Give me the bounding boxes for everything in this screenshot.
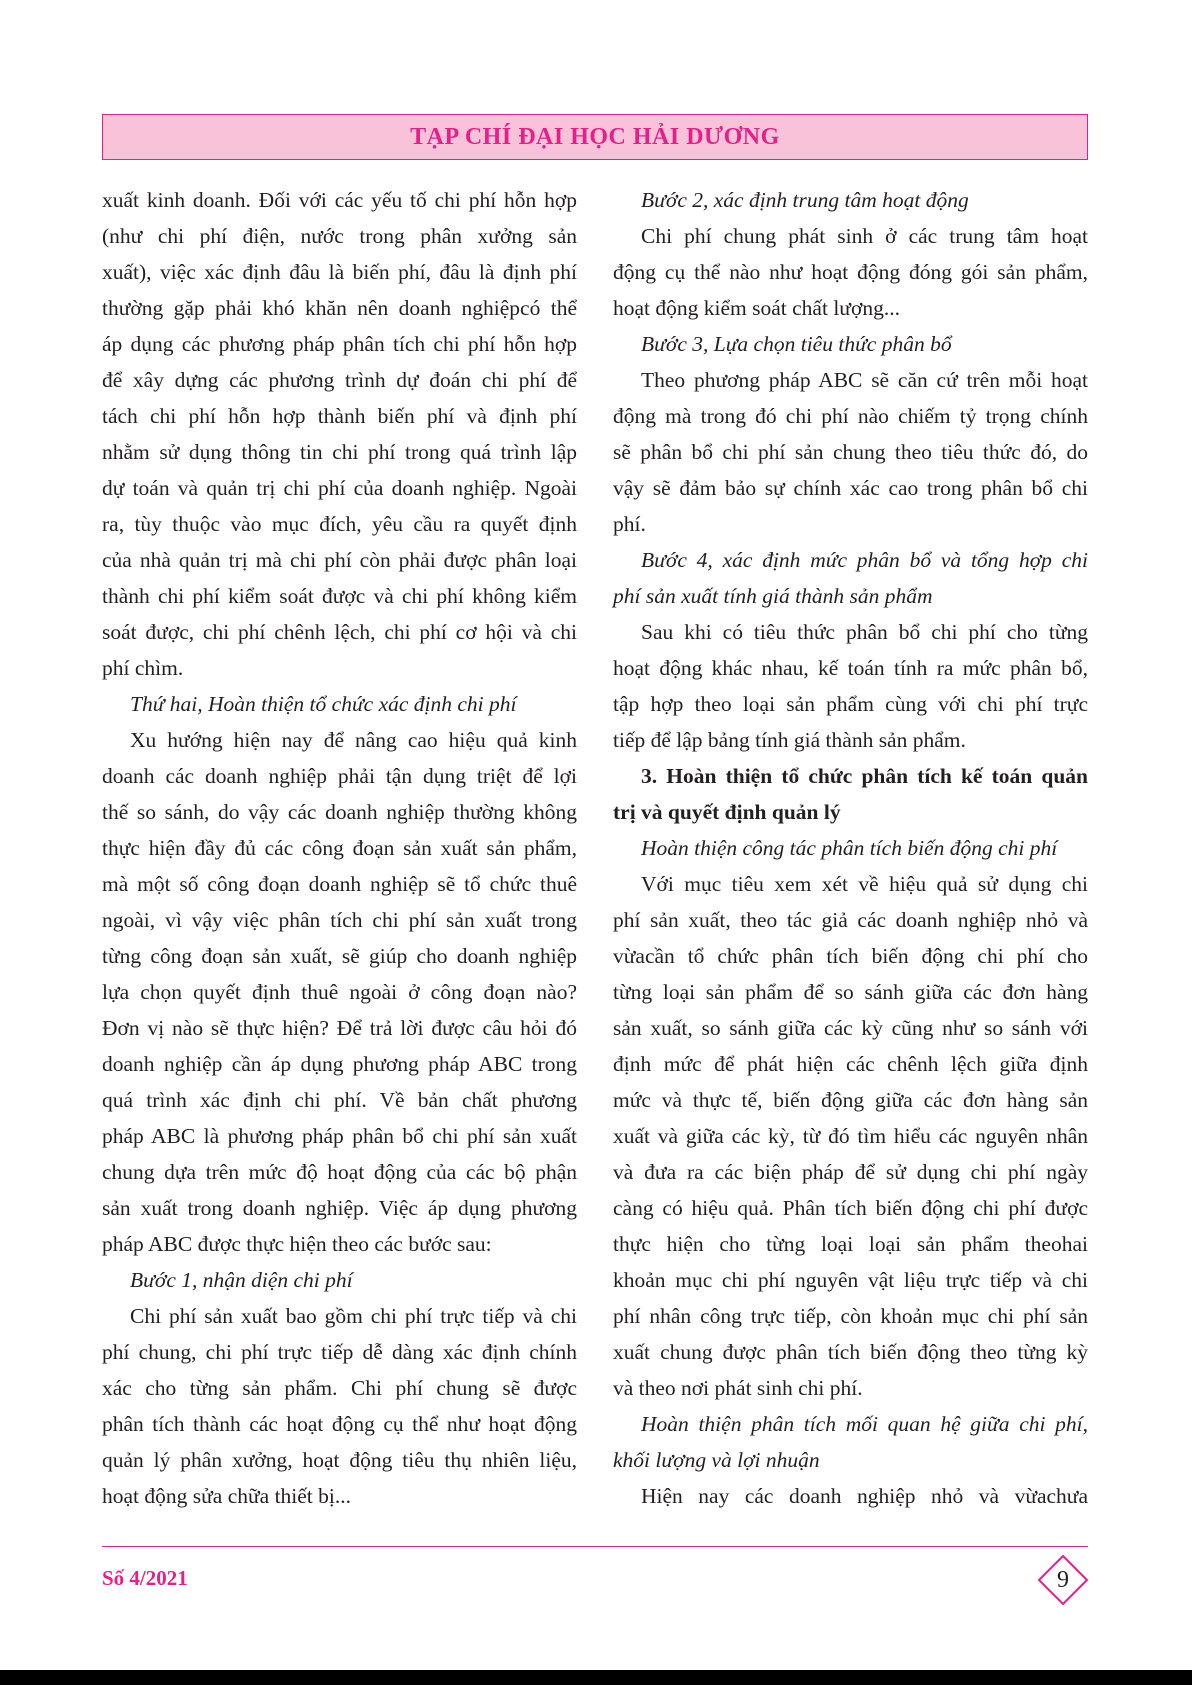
text-line: xác cho từng sản phẩm. Chi phí chung sẽ được	[102, 1376, 577, 1400]
text-line: pháp ABC được thực hiện theo các bước sau:	[102, 1232, 492, 1256]
text-line: càng có hiệu quả. Phân tích biến động chi phí được	[613, 1196, 1088, 1220]
text-line: mà một số công đoạn doanh nghiệp sẽ tổ chức thuê	[102, 872, 577, 896]
scan-edge	[0, 1670, 1192, 1685]
text-line: áp dụng các phương pháp phân tích chi phí hỗn hợp	[102, 332, 577, 356]
text-line: vậy sẽ đảm bảo sự chính xác cao trong phân bổ chi	[613, 476, 1088, 500]
text-line: xuất kinh doanh. Đối với các yếu tố chi phí hỗn hợp	[102, 188, 577, 212]
text-line: để xây dựng các phương trình dự đoán chi phí để	[102, 368, 577, 392]
text-line: từng loại sản phẩm để so sánh giữa các đơn hàng	[613, 980, 1088, 1004]
text-line: hoạt động khác nhau, kế toán tính ra mức phân bổ,	[613, 656, 1088, 680]
text-line: pháp ABC là phương pháp phân bổ chi phí sản xuất	[102, 1124, 577, 1148]
left-column	[102, 182, 577, 1514]
step-heading: phí sản xuất tính giá thành sản phẩm	[613, 584, 933, 608]
text-line: và đưa ra các biện pháp để sử dụng chi phí ngày	[613, 1160, 1088, 1184]
text-line: thực hiện cho từng loại loại sản phẩm theohai	[613, 1232, 1088, 1256]
page-number-badge	[1037, 1554, 1089, 1606]
text-line: tập hợp theo loại sản phẩm cùng với chi phí trực	[613, 692, 1088, 716]
text-line: thế so sánh, do vậy các doanh nghiệp thường không	[102, 800, 577, 824]
text-line: nhằm sử dụng thông tin chi phí trong quá trình lập	[102, 440, 577, 464]
text-line: phí chung, chi phí trực tiếp dễ dàng xác định chính	[102, 1340, 577, 1364]
footer-divider	[102, 1546, 1088, 1547]
section-heading: trị và quyết định quản lý	[613, 800, 841, 824]
text-line: phí chìm.	[102, 656, 184, 680]
text-line: Hiện nay các doanh nghiệp nhỏ và vừachưa	[641, 1484, 1088, 1508]
text-line: Theo phương pháp ABC sẽ căn cứ trên mỗi hoạt	[641, 368, 1088, 392]
journal-title: TẠP CHÍ ĐẠI HỌC HẢI DƯƠNG	[410, 123, 780, 150]
page-number: 9	[1057, 1567, 1069, 1593]
subsection-heading: Hoàn thiện công tác phân tích biến động chi phí	[641, 836, 1058, 860]
text-line: Sau khi có tiêu thức phân bổ chi phí cho từng	[641, 620, 1088, 644]
step-heading: Bước 3, Lựa chọn tiêu thức phân bổ	[641, 332, 952, 356]
text-line: xuất chung được phân tích biến động theo từng kỳ	[613, 1340, 1088, 1364]
text-line: phí sản xuất, theo tác giả các doanh nghiệp nhỏ và	[613, 908, 1088, 932]
text-line: thành chi phí kiểm soát được và chi phí không kiểm	[102, 584, 577, 608]
text-line: tiếp để lập bảng tính giá thành sản phẩm.	[613, 728, 966, 752]
step-heading: Bước 1, nhận diện chi phí	[130, 1268, 353, 1292]
journal-header	[102, 114, 1088, 160]
text-line: xuất), việc xác định đâu là biến phí, đâu là định phí	[102, 260, 577, 284]
text-line: sẽ phân bổ chi phí sản chung theo tiêu thức đó, do	[613, 440, 1088, 464]
text-line: Chi phí chung phát sinh ở các trung tâm hoạt	[641, 224, 1088, 248]
text-line: lựa chọn quyết định thuê ngoài ở công đoạn nào?	[102, 980, 577, 1004]
text-line: quản lý phân xưởng, hoạt động tiêu thụ nhiên liệu,	[102, 1448, 577, 1472]
text-line: mức và thực tế, biến động giữa các đơn hàng sản	[613, 1088, 1088, 1112]
text-line: tách chi phí hỗn hợp thành biến phí và định phí	[102, 404, 577, 428]
text-line: phí.	[613, 512, 646, 536]
text-line: Xu hướng hiện nay để nâng cao hiệu quả kinh	[130, 728, 577, 752]
text-line: hoạt động kiểm soát chất lượng...	[613, 296, 900, 320]
text-line: định mức để phát hiện các chênh lệch giữa định	[613, 1052, 1088, 1076]
text-line: phí nhân công trực tiếp, còn khoản mục chi phí sản	[613, 1304, 1088, 1328]
text-line: hoạt động sửa chữa thiết bị...	[102, 1484, 352, 1508]
text-line: Với mục tiêu xem xét về hiệu quả sử dụng chi	[641, 872, 1088, 896]
text-line: Đơn vị nào sẽ thực hiện? Để trả lời được câu hỏi đó	[102, 1016, 577, 1040]
text-line: ra, tùy thuộc vào mục đích, yêu cầu ra quyết định	[102, 512, 577, 536]
step-heading: Bước 4, xác định mức phân bổ và tổng hợp chi	[641, 548, 1088, 572]
text-line: Chi phí sản xuất bao gồm chi phí trực tiếp và chi	[130, 1304, 577, 1328]
text-line: động mà trong đó chi phí nào chiếm tỷ trọng chính	[613, 404, 1088, 428]
text-line: doanh nghiệp cần áp dụng phương pháp ABC trong	[102, 1052, 577, 1076]
text-line: dự toán và quản trị chi phí của doanh nghiệp. Ngoài	[102, 476, 577, 500]
text-line: của nhà quản trị mà chi phí còn phải được phân loại	[102, 548, 577, 572]
text-line: quá trình xác định chi phí. Về bản chất phương	[102, 1088, 577, 1112]
text-line: thường gặp phải khó khăn nên doanh nghiệpcó thể	[102, 296, 577, 320]
subsection-heading: Hoàn thiện phân tích mối quan hệ giữa chi phí,	[641, 1412, 1088, 1436]
text-line: doanh các doanh nghiệp phải tận dụng triệt để lợi	[102, 764, 577, 788]
text-line: động cụ thể nào như hoạt động đóng gói sản phẩm,	[613, 260, 1088, 284]
text-line: thực hiện đầy đủ các công đoạn sản xuất sản phẩm,	[102, 836, 577, 860]
text-line: ngoài, vì vậy việc phân tích chi phí sản xuất trong	[102, 908, 577, 932]
subsection-heading: khối lượng và lợi nhuận	[613, 1448, 820, 1472]
text-line: phân tích thành các hoạt động cụ thể như hoạt động	[102, 1412, 577, 1436]
text-line: từng công đoạn sản xuất, sẽ giúp cho doanh nghiệp	[102, 944, 577, 968]
text-line: và theo nơi phát sinh chi phí.	[613, 1376, 863, 1400]
section-heading: Thứ hai, Hoàn thiện tổ chức xác định chi phí	[130, 692, 517, 716]
text-line: sản xuất trong doanh nghiệp. Việc áp dụng phương	[102, 1196, 577, 1220]
text-line: khoản mục chi phí nguyên vật liệu trực tiếp và chi	[613, 1268, 1088, 1292]
text-line: chung dựa trên mức độ hoạt động của các bộ phận	[102, 1160, 577, 1184]
text-line: (như chi phí điện, nước trong phân xưởng sản	[102, 224, 577, 248]
right-column	[613, 182, 1088, 1514]
text-line: xuất và giữa các kỳ, từ đó tìm hiểu các nguyên nhân	[613, 1124, 1088, 1148]
issue-label: Số 4/2021	[102, 1566, 188, 1590]
text-line: soát được, chi phí chênh lệch, chi phí cơ hội và chi	[102, 620, 577, 644]
text-line: sản xuất, so sánh giữa các kỳ cũng như so sánh với	[613, 1016, 1088, 1040]
section-heading: 3. Hoàn thiện tổ chức phân tích kế toán quản	[641, 764, 1088, 788]
step-heading: Bước 2, xác định trung tâm hoạt động	[641, 188, 969, 212]
text-line: vừacần tổ chức phân tích biến động chi phí cho	[613, 944, 1088, 968]
